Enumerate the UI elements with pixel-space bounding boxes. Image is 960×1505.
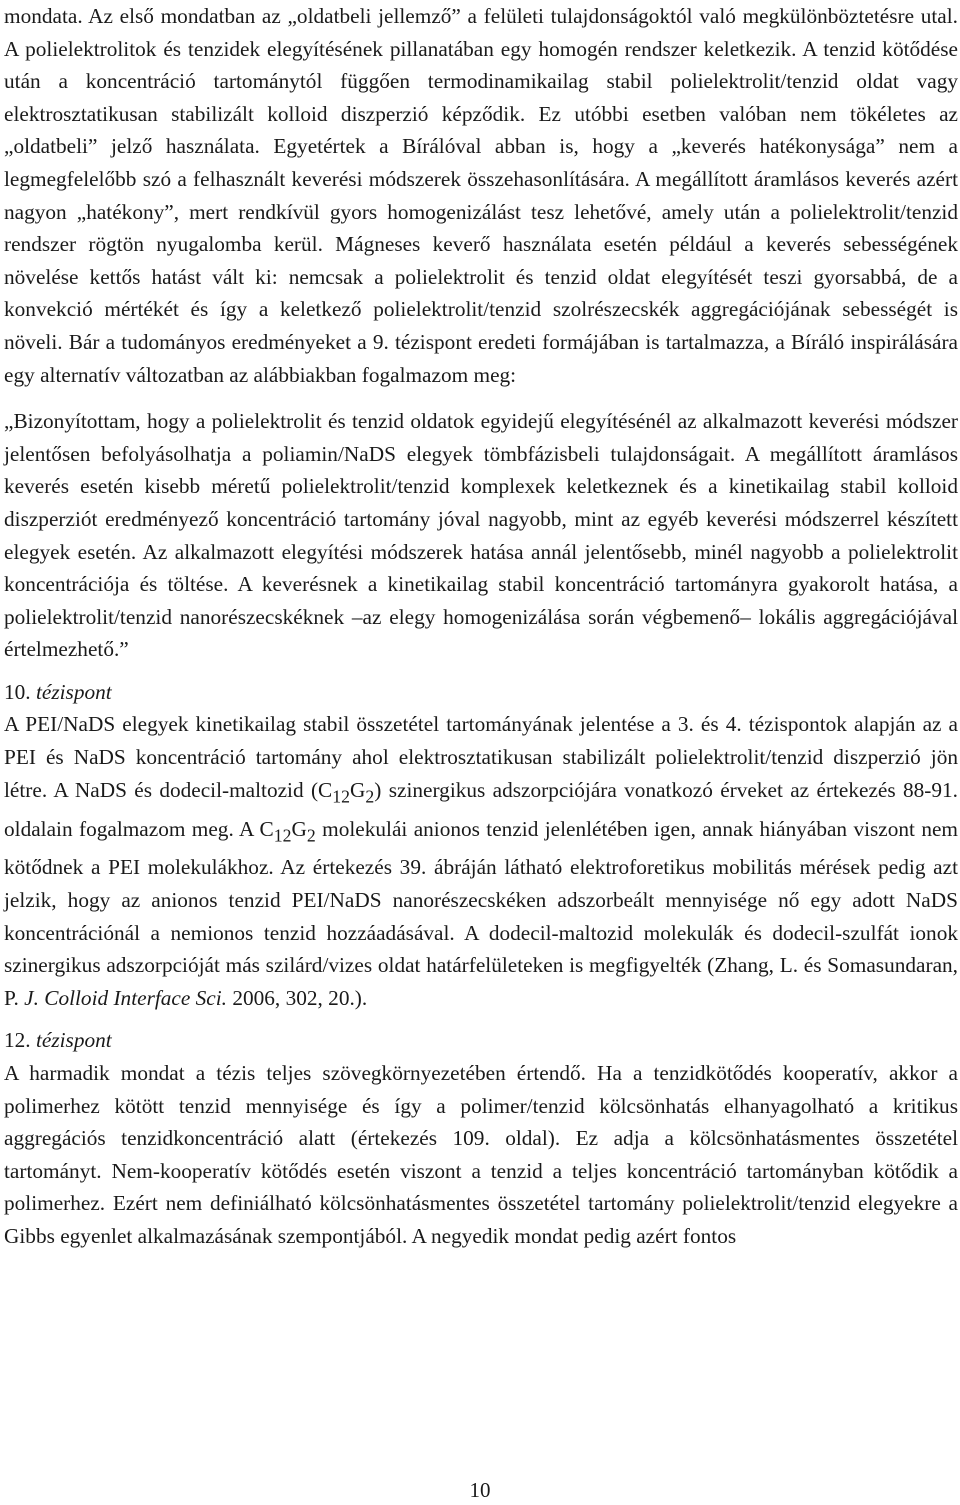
paragraph-thesis-10 [4, 708, 958, 1014]
document-page [4, 0, 958, 1252]
subscript: 2 [306, 824, 316, 845]
page-number: 10 [469, 1478, 491, 1502]
paragraph-response: mondata. Az első mondatban az „oldatbeli jellemző” a felületi tulajdonságoktól való megkülönböztetésre utal. A polielektrolitok és tenzidek elegyítésének pillanatában egy homogén rendszer keletkezik. A tenzid kötődése után a koncentráció tartománytól függően termodinamikailag stabil polielektrolit/tenzid oldat vagy elektrosztatikusan stabilizált kolloid diszperzió képződik. Ez utóbbi esetben valóban nem tökéletes az „oldatbeli” jelző használata. Egyetértek a Bírálóval abban is, hogy a „keverés hatékonysága” nem a legmegfelelőbb szó a felhasznált keverési módszerek összehasonlítására. A megállított áramlásos keverés azért nagyon „hatékony”, mert rendkívül gyors homogenizálást tesz lehetővé, amely után a polielektrolit/tenzid rendszer rögtön nyugalomba kerül. Mágneses keverő használata esetén például a keverés sebességének növelése kettős hatást vált ki: nemcsak a polielektrolit és tenzid oldat elegyítését teszi gyorsabbá, de a konvekció mértékét és így a keletkező polielektrolit/tenzid szolrészecskék aggregációjának sebességét is növeli. Bár a tudományos eredményeket a 9. tézispont eredeti formájában is tartalmazza, a Bíráló inspirálására egy alternatív változatban az alábbiakban fogalmazom meg: [4, 4, 958, 387]
subscript: 12 [273, 824, 292, 845]
heading-label: tézispont [35, 1028, 112, 1053]
heading-thesis-10 [4, 676, 958, 709]
text-run: G [350, 777, 366, 802]
heading-thesis-12 [4, 1024, 958, 1057]
paragraph-thesis-12: A harmadik mondat a tézis teljes szövegkörnyezetében értendő. Ha a tenzidkötődés kooperatív, akkor a polimerhez kötött tenzid mennyisége és így a polimer/tenzid kölcsönhatás elhanyagolható a kritikus aggregációs tenzidkoncentráció alatt (értekezés 109. oldal). Ez adja a kölcsönhatásmentes összetétel tartományt. Nem-kooperatív kötődés esetén viszont a tenzid a teljes koncentráció tartományban kötődik a polimerhez. Ezért nem definiálható kölcsönhatásmentes összetétel tartomány polielektrolit/tenzid elegyekre a Gibbs egyenlet alkalmazásának szempontjából. A negyedik mondat pedig azért fontos [4, 1060, 958, 1248]
text-run: molekulái anionos tenzid jelenlétében igen, annak hiányában viszont nem kötődnek a PEI molekulákhoz. Az értekezés 39. ábráján látható elektroforetikus mobilitás mérések pedig azt jelzik, hogy az anionos tenzid PEI/NaDS nanorészecskéken adszorbeált mennyisége nő egy adott NaDS koncentrációnál a nemionos tenzid hozzáadásával. A dodecil-maltozid molekulák és dodecil-szulfát ionok szinergikus adszorpcióját más szilárd/vizes oldat határfelületeken is megfigyelték (Zhang, L. és Somasundaran, P. [4, 816, 958, 1010]
heading-number: 12. [4, 1028, 31, 1053]
text-run: A PEI/NaDS elegyek kinetikailag stabil összetétel tartományának jelentése a 3. és 4. tézispontok alapján az a PEI és NaDS koncentráció tartomány ahol elektrosztatikusan stabilizált polielektrolit/tenzid diszperzió jön létre. A NaDS és dodecil-maltozid (C [4, 712, 958, 802]
subscript: 12 [332, 785, 351, 806]
heading-number: 10. [4, 679, 31, 704]
paragraph-alternative-thesis-quote: „Bizonyítottam, hogy a polielektrolit és tenzid oldatok egyidejű elegyítésénél az alkalmazott keverési módszer jelentősen befolyásolhatja a poliamin/NaDS elegyek tömbfázisbeli tulajdonságait. A megállított áramlásos keverés esetén kisebb méretű polielektrolit/tenzid komplexek keletkeznek és a kinetikailag stabil kolloid diszperziót eredményező koncentráció tartomány jóval nagyobb, mint az egyéb keverési módszerrel készített elegyek esetén. Az alkalmazott elegyítési módszerek hatása annál jelentősebb, minél nagyobb a polielektrolit koncentrációja és töltése. A keverésnek a kinetikailag stabil koncentráció tartományra gyakorolt hatása, a polielektrolit/tenzid nanorészecskéknek ‒az elegy homogenizálása során végbemenő‒ lokális aggregációjával értelmezhető.” [4, 409, 958, 662]
heading-label: tézispont [35, 679, 112, 704]
subscript: 2 [365, 785, 375, 806]
journal-name: J. Colloid Interface Sci. [24, 985, 228, 1010]
text-run: ) szinergikus adszorpciójára vonatkozó érveket az értekezés 88-91. oldalain fogalmazom meg. A C [4, 777, 959, 841]
text-run: G [291, 816, 307, 841]
text-run: 2006, 302, 20.). [227, 985, 368, 1010]
